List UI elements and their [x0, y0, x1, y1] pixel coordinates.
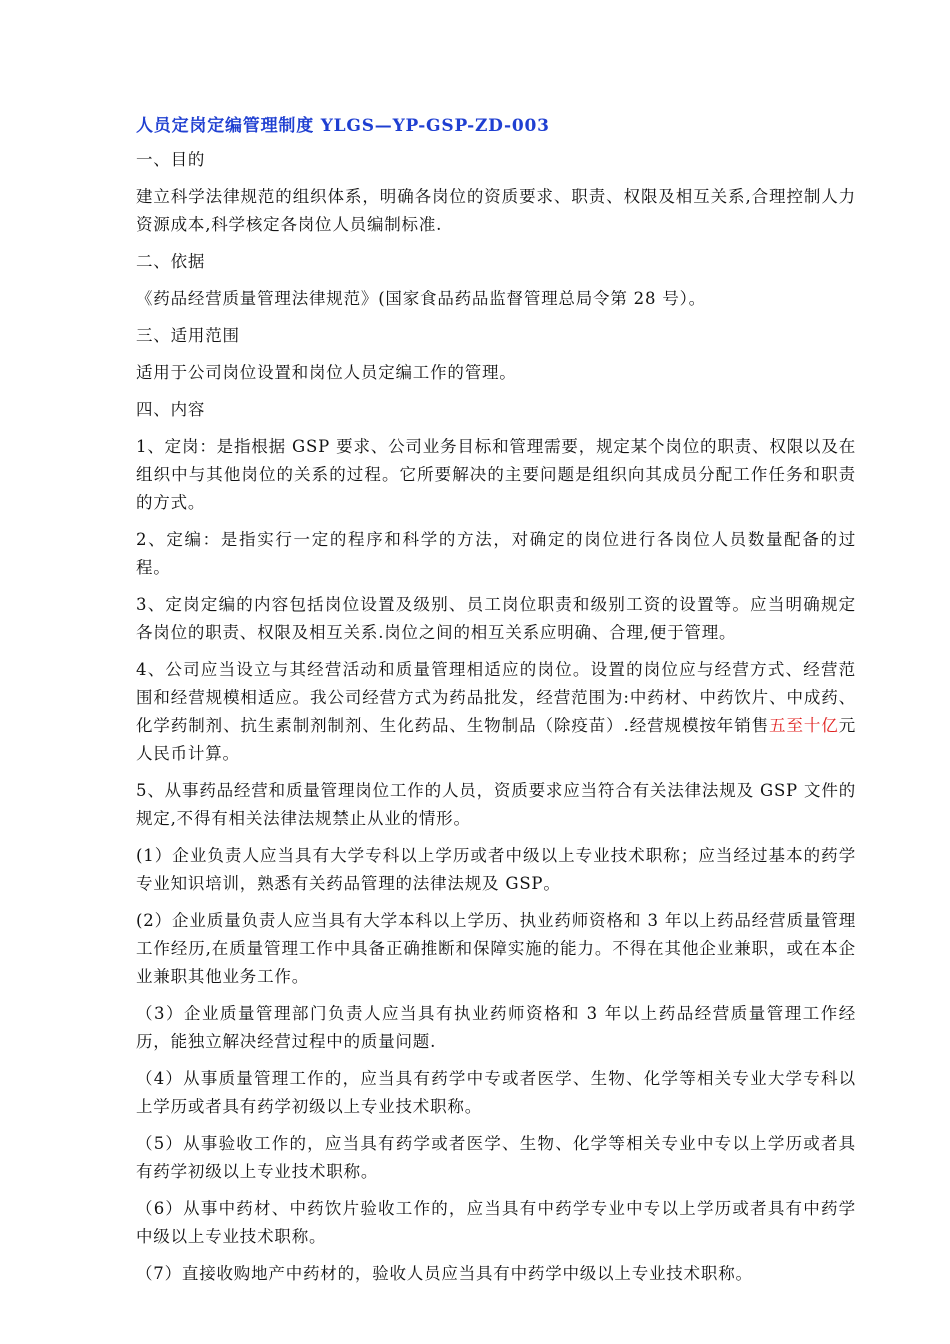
- content-item-1: 1、定岗：是指根据 GSP 要求、公司业务目标和管理需要，规定某个岗位的职责、权限以及在组织中与其他岗位的关系的过程。它所要解决的主要问题是组织向其成员分配工作任务和职责的方式。: [136, 437, 856, 512]
- requirement-7: （7）直接收购地产中药材的，验收人员应当具有中药学中级以上专业技术职称。: [136, 1264, 753, 1283]
- requirement-6: （6）从事中药材、中药饮片验收工作的，应当具有中药学专业中专以上学历或者具有中药学中级以上专业技术职称。: [136, 1199, 856, 1246]
- content-item-4-tail: 元人民币计算。: [136, 716, 856, 763]
- section-heading-basis: 二、依据: [136, 252, 206, 271]
- content-item-4-text: 4、公司应当设立与其经营活动和质量管理相适应的岗位。设置的岗位应与经营方式、经营范围和经营规模相适应。我公司经营方式为药品批发，经营范围为:中药材、中药饮片、中成药、化学药制剂、抗生素制剂制剂、生化药品、生物制品（除疫苗）.经营规模按年销售: [136, 660, 856, 735]
- section-heading-purpose: 一、目的: [136, 150, 206, 169]
- document-body: [136, 112, 856, 1297]
- content-item-5: 5、从事药品经营和质量管理岗位工作的人员，资质要求应当符合有关法律法规及 GSP 文件的规定,不得有相关法律法规禁止从业的情形。: [136, 781, 856, 828]
- section-text-basis: 《药品经营质量管理法律规范》(国家食品药品监督管理总局令第 28 号）。: [136, 289, 706, 308]
- requirement-3: （3）企业质量管理部门负责人应当具有执业药师资格和 3 年以上药品经营质量管理工作经历，能独立解决经营过程中的质量问题.: [136, 1004, 856, 1051]
- section-heading-scope: 三、适用范围: [136, 326, 240, 345]
- sales-scale-highlight: 五至十亿: [769, 716, 839, 735]
- requirement-1: (1）企业负责人应当具有大学专科以上学历或者中级以上专业技术职称；应当经过基本的药学专业知识培训，熟悉有关药品管理的法律法规及 GSP。: [136, 846, 856, 893]
- content-item-3: 3、定岗定编的内容包括岗位设置及级别、员工岗位职责和级别工资的设置等。应当明确规定各岗位的职责、权限及相互关系.岗位之间的相互关系应明确、合理,便于管理。: [136, 595, 856, 642]
- content-item-2: 2、定编：是指实行一定的程序和科学的方法，对确定的岗位进行各岗位人员数量配备的过程。: [136, 530, 856, 577]
- document-title: 人员定岗定编管理制度 YLGS—YP-GSP-ZD-003: [136, 116, 550, 136]
- requirement-5: （5）从事验收工作的，应当具有药学或者医学、生物、化学等相关专业中专以上学历或者具有药学初级以上专业技术职称。: [136, 1134, 856, 1181]
- section-heading-content: 四、内容: [136, 400, 206, 419]
- requirement-2: (2）企业质量负责人应当具有大学本科以上学历、执业药师资格和 3 年以上药品经营质量管理工作经历,在质量管理工作中具备正确推断和保障实施的能力。不得在其他企业兼职，或在本企业兼职其他业务工作。: [136, 911, 856, 986]
- requirement-4: （4）从事质量管理工作的，应当具有药学中专或者医学、生物、化学等相关专业大学专科以上学历或者具有药学初级以上专业技术职称。: [136, 1069, 856, 1116]
- section-text-purpose: 建立科学法律规范的组织体系，明确各岗位的资质要求、职责、权限及相互关系,合理控制人力资源成本,科学核定各岗位人员编制标准.: [136, 187, 856, 234]
- section-text-scope: 适用于公司岗位设置和岗位人员定编工作的管理。: [136, 363, 517, 382]
- content-item-4: [136, 656, 856, 768]
